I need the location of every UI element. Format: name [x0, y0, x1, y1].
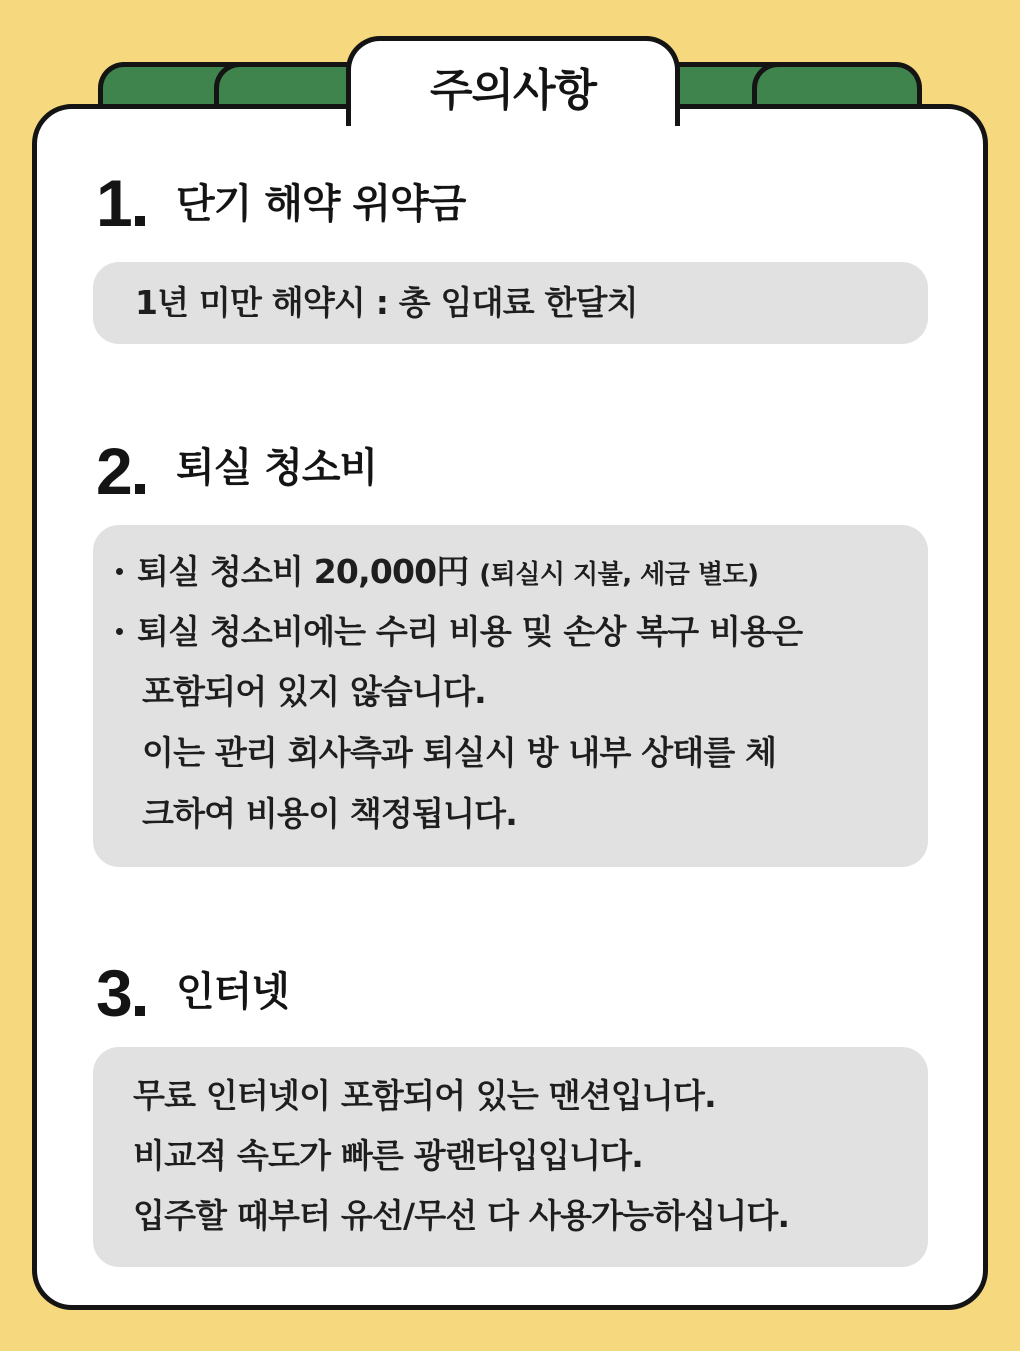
section-3-line-3: 입주할 때부터 유선/무선 다 사용가능하십니다.	[133, 1196, 790, 1235]
section-2-bullet-2-line-4: 크하여 비용이 책정됩니다.	[142, 794, 517, 833]
section-2-bullet-1: 퇴실 청소비 20,000円 (퇴실시 지불, 세금 별도)	[137, 552, 759, 591]
title-tab	[346, 36, 680, 126]
section-3-number: 3	[96, 960, 145, 1026]
section-2-bullet-2-line-1: 퇴실 청소비에는 수리 비용 및 손상 복구 비용은	[137, 612, 803, 651]
section-2-box	[93, 525, 928, 867]
bullet-dot	[116, 568, 123, 575]
page-title: 주의사항	[429, 65, 596, 116]
bullet-dot	[116, 628, 123, 635]
section-1-line: 1년 미만 해약시 : 총 임대료 한달치	[135, 283, 638, 322]
section-3-line-1: 무료 인터넷이 포함되어 있는 맨션입니다.	[133, 1076, 716, 1115]
section-2-heading: 퇴실 청소비	[176, 445, 378, 491]
section-2-number: 2	[96, 438, 145, 504]
section-1-box	[93, 262, 928, 344]
section-2-bullet-2-line-2: 포함되어 있지 않습니다.	[142, 672, 486, 711]
section-3-line-2: 비교적 속도가 빠른 광랜타입입니다.	[133, 1136, 643, 1175]
section-1-heading: 단기 해약 위약금	[176, 181, 466, 227]
section-3-box	[93, 1047, 928, 1267]
section-3-heading: 인터넷	[176, 969, 289, 1015]
section-1-number: 1	[96, 170, 145, 236]
section-2-bullet-2-line-3: 이는 관리 회사측과 퇴실시 방 내부 상태를 체	[142, 733, 777, 772]
